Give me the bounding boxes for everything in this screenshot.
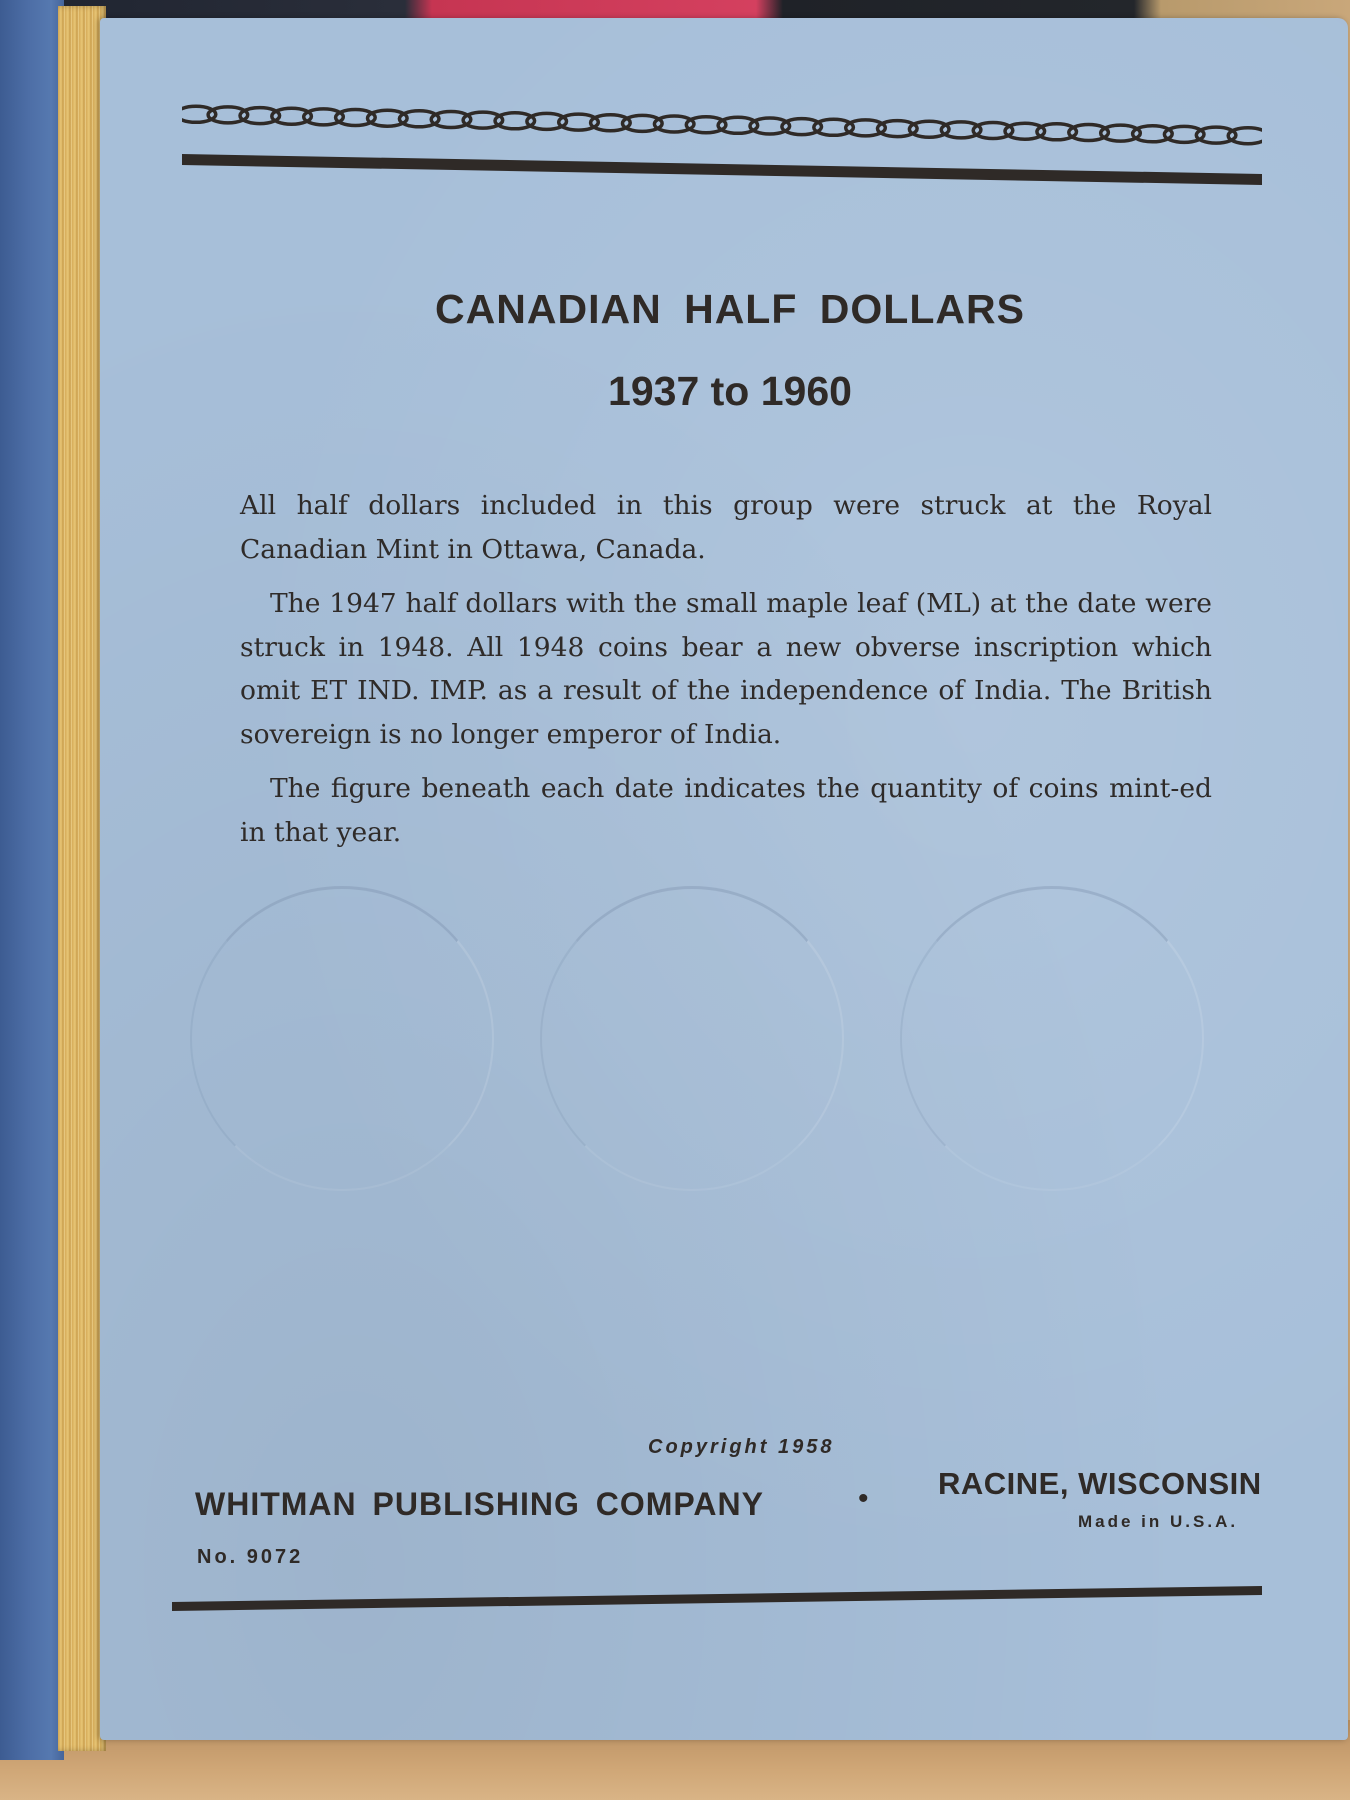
coin-slot-impression-left <box>190 886 494 1191</box>
album-cover-spine <box>0 0 64 1760</box>
paragraph-mintage-figures: The figure beneath each date indicates the quantity of coins mint-ed in that year. <box>240 773 1212 848</box>
page-edges <box>58 6 106 1751</box>
publisher-name: WHITMAN PUBLISHING COMPANY <box>195 1486 764 1522</box>
coin-slot-impression-center <box>540 886 844 1191</box>
album-page <box>100 18 1348 1740</box>
paragraph-1947-1948-notes: The 1947 half dollars with the small maple leaf (ML) at the date were struck in 1948. All 1948 coins bear a new obverse inscription which omit ET IND. IMP. as a result of the independence of India. The British sovereign is no longer emperor of India. <box>240 588 1212 750</box>
publisher-location: RACINE, WISCONSIN <box>938 1466 1262 1501</box>
coin-slot-impression-right <box>900 886 1204 1191</box>
separator-bullet: • <box>858 1482 869 1515</box>
copyright-notice: Copyright 1958 <box>648 1436 835 1458</box>
page-subtitle: 1937 to 1960 <box>608 368 852 414</box>
bottom-rule <box>172 1580 1262 1614</box>
decorative-chain-border <box>182 90 1262 198</box>
made-in-label: Made in U.S.A. <box>1078 1512 1239 1531</box>
catalog-number: No. 9072 <box>197 1546 304 1568</box>
description-text <box>240 484 1212 865</box>
chain-link <box>1228 128 1262 144</box>
page-title: CANADIAN HALF DOLLARS <box>435 286 1025 332</box>
paragraph-mint-origin: All half dollars included in this group were struck at the Royal Canadian Mint in Ottawa, Canada. <box>240 490 1212 565</box>
